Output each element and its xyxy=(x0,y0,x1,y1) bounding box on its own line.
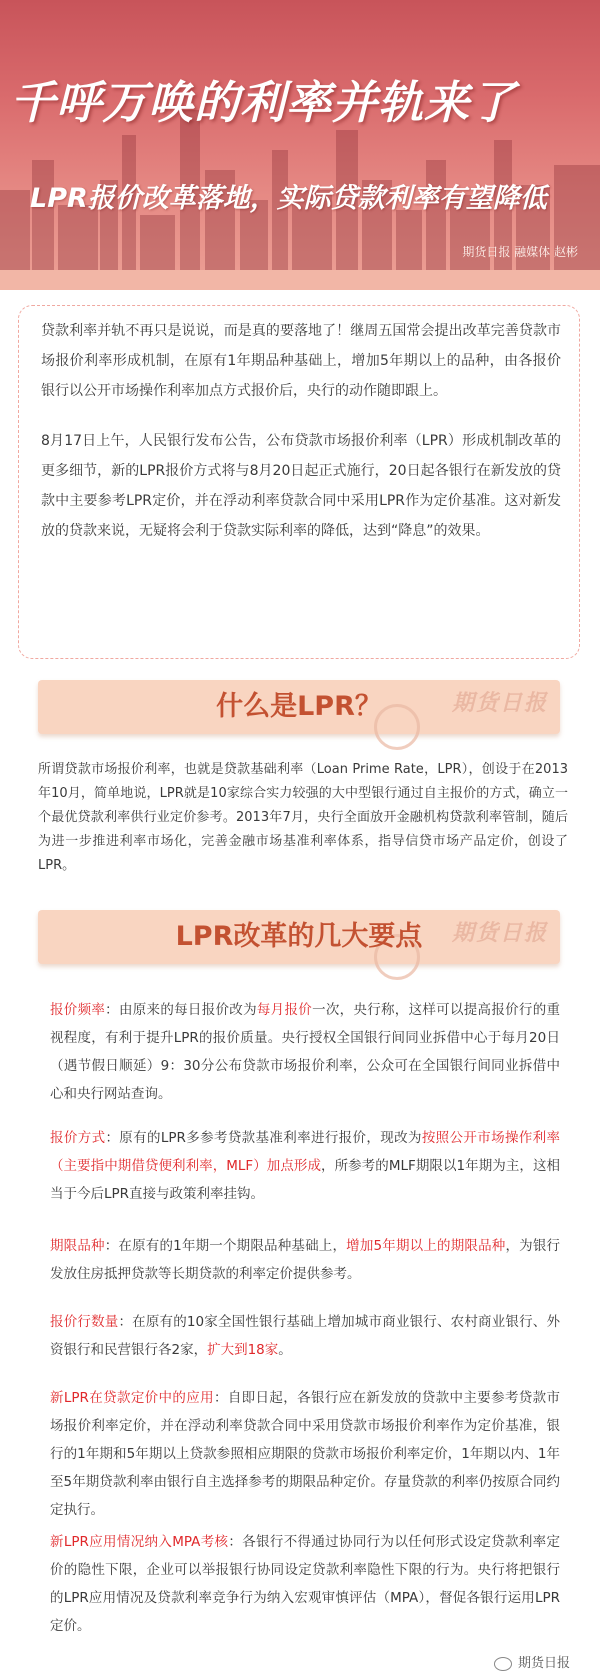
wechat-icon xyxy=(494,1657,512,1671)
point-text: ：由原来的每日报价改为 xyxy=(105,1002,257,1018)
page-subtitle: LPR报价改革落地，实际贷款利率有望降低 xyxy=(30,183,547,214)
footer-watermark-text: 期货日报 xyxy=(517,1656,570,1671)
watermark-text: 期货日报 xyxy=(451,921,548,946)
point-label: 新LPR在贷款定价中的应用 xyxy=(50,1390,214,1406)
section-title: LPR改革的几大要点 xyxy=(175,921,423,952)
point-text: ：原有的LPR多参考贷款基准利率进行报价，现改为 xyxy=(105,1130,422,1146)
hero-banner xyxy=(0,0,600,270)
point-highlight: 扩大到18家 xyxy=(207,1342,279,1358)
point-text: ，所参考的MLF期限以1年期为主，这相当于今后LPR直接与政策利率挂钩。 xyxy=(50,1158,560,1202)
point-text: 一次，央行称，这样可以提高报价行的重视程度，有利于提升LPR的报价质量。央行授权全国银行间同业拆借中心于每月20日（遇节假日顺延）9：30分公布贷款市场报价利率，公众可在全国银行间同业拆借中心和央行网站查询。 xyxy=(50,1002,561,1102)
byline: 期货日报 融媒体 赵彬 xyxy=(462,245,578,259)
point-highlight: 按照公开市场操作利率（主要指中期借贷便利利率，MLF）加点形成 xyxy=(50,1130,561,1174)
hero-divider xyxy=(0,270,600,290)
point-text: ：自即日起，各银行应在新发放的贷款中主要参考贷款市场报价利率定价，并在浮动利率贷款合同中采用贷款市场报价利率作为定价基准，银行的1年期和5年期以上贷款参照相应期限的贷款市场报价利率定价，1年期以内、1年至5年期贷款利率由银行自主选择参考的期限品种定价。存量贷款的利率仍按原合同约定执行。 xyxy=(50,1390,561,1518)
section-body: 所谓贷款市场报价利率，也就是贷款基础利率（Loan Prime Rate，LPR），创设于在2013年10月，简单地说，LPR就是10家综合实力较强的大中型银行通过自主报价的方式，确立一个最优贷款利率供行业定价参考。2013年7月，央行全面放开金融机构贷款利率管制，随后为进一步推进利率市场化，完善金融市场基准利率体系，指导信贷市场产品定价，创设了LPR。 xyxy=(38,762,568,873)
point-highlight: 增加5年期以上的期限品种 xyxy=(346,1238,506,1254)
point-label: 新LPR应用情况纳入MPA考核 xyxy=(50,1534,229,1550)
page-title: 千呼万唤的利率并轨来了 xyxy=(10,76,517,129)
point-text: ，为银行发放住房抵押贷款等长期贷款的利率定价提供参考。 xyxy=(50,1238,561,1282)
point-text: ：在原有的1年期一个期限品种基础上， xyxy=(104,1238,347,1254)
point-text: 。 xyxy=(278,1342,292,1358)
section-title: 什么是LPR？ xyxy=(216,691,382,722)
reform-point xyxy=(50,1384,560,1524)
intro-box xyxy=(18,305,580,659)
reform-point xyxy=(50,996,560,1108)
section-heading-reform-points xyxy=(38,910,560,964)
footer-watermark xyxy=(494,1652,570,1671)
reform-point xyxy=(50,1124,560,1208)
point-label: 报价方式 xyxy=(50,1130,106,1146)
watermark-text: 期货日报 xyxy=(451,691,548,716)
intro-paragraph: 贷款利率并轨不再只是说说，而是真的要落地了！继周五国常会提出改革完善贷款市场报价利率形成机制，在原有1年期品种基础上，增加5年期以上的品种，由各报价银行以公开市场操作利率加点方式报价后，央行的动作随即跟上。 xyxy=(41,323,561,399)
section-heading-what-is-lpr xyxy=(38,680,560,734)
reform-point xyxy=(50,1232,560,1288)
reform-point xyxy=(50,1528,560,1640)
reform-point xyxy=(50,1308,560,1364)
point-text: ：各银行不得通过协同行为以任何形式设定贷款利率定价的隐性下限，企业可以举报银行协同设定贷款利率隐性下限的行为。央行将把银行的LPR应用情况及贷款利率竞争行为纳入宏观审慎评估（MPA），督促各银行运用LPR定价。 xyxy=(50,1534,561,1634)
point-text: ：在原有的10家全国性银行基础上增加城市商业银行、农村商业银行、外资银行和民营银行各2家， xyxy=(50,1314,560,1358)
point-highlight: 每月报价 xyxy=(256,1002,313,1018)
point-label: 期限品种 xyxy=(50,1238,105,1254)
point-label: 报价频率 xyxy=(50,1002,106,1018)
intro-paragraph: 8月17日上午，人民银行发布公告，公布贷款市场报价利率（LPR）形成机制改革的更多细节，新的LPR报价方式将与8月20日起正式施行，20日起各银行在新发放的贷款中主要参考LPR定价，并在浮动利率贷款合同中采用LPR作为定价基准。这对新发放的贷款来说，无疑将会利于贷款实际利率的降低，达到“降息”的效果。 xyxy=(41,433,561,539)
point-label: 报价行数量 xyxy=(50,1314,119,1330)
